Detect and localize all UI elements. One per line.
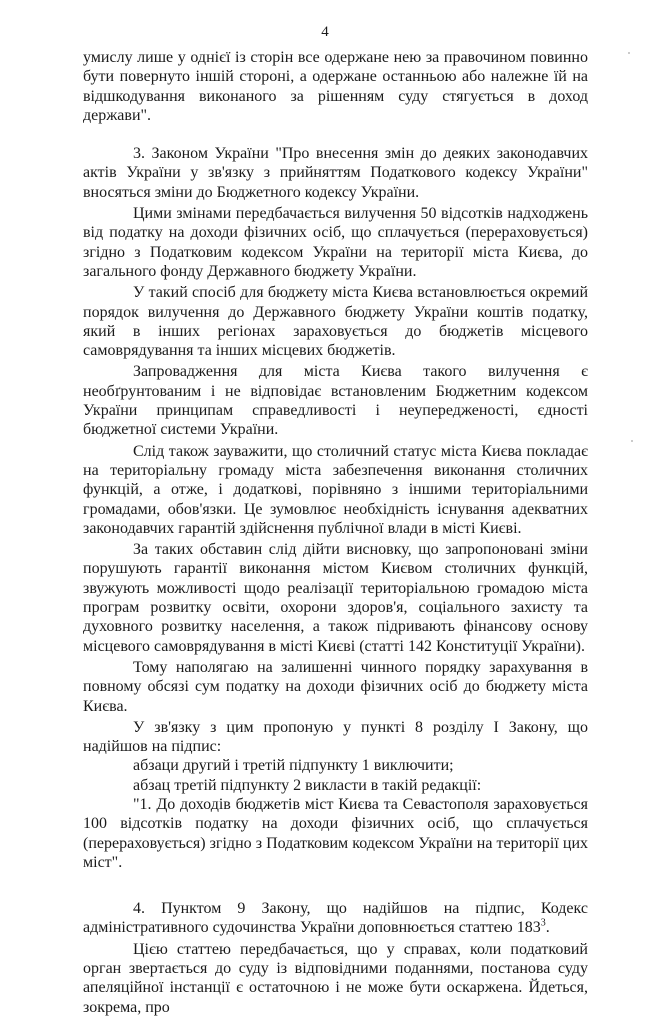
paragraph-section-4 bbox=[83, 899, 588, 938]
paragraph-text: 4. Пунктом 9 Закону, що надійшов на підпис, Кодекс адміністративного судочинства України доповнюється статтею 183 bbox=[83, 900, 588, 937]
paragraph-list-item: абзац третій підпункту 2 викласти в такій редакції: bbox=[133, 776, 482, 794]
paragraph-quote: "1. До доходів бюджетів міст Києва та Севастополя зараховується 100 відсотків податку на доходи фізичних осіб, що сплачується (перераховується) згідно з Податковим кодексом України на території цих міст". bbox=[83, 795, 588, 871]
paragraph: У такий спосіб для бюджету міста Києва встановлюється окремий порядок вилучення до Державного бюджету України коштів податку, який в інших регіонах зараховується до бюджетів місцевого самоврядування та інших місцевих бюджетів. bbox=[83, 284, 588, 360]
page-number: 4 bbox=[321, 24, 329, 40]
paragraph-list-item: абзаци другий і третій підпункту 1 виключити; bbox=[133, 757, 454, 775]
article-superscript: 3 bbox=[540, 918, 546, 930]
paragraph: Тому наполягаю на залишенні чинного порядку зарахування в повному обсязі сум податку на доходи фізичних осіб до бюджету міста Києва. bbox=[83, 658, 588, 715]
paragraph: Запровадження для міста Києва такого вилучення є необґрунтованим і не відповідає встановленим Бюджетним кодексом України принципам справедливості і неупередженості, єдності бюджетної системи України. bbox=[83, 363, 588, 439]
scan-speck bbox=[628, 52, 630, 54]
paragraph: Цими змінами передбачається вилучення 50 відсотків надходжень від податку на доходи фізичних осіб, що сплачується (перераховується) згідно з Податковим кодексом України на території міста Києва, до загального фонду Державного бюджету України. bbox=[83, 205, 588, 280]
paragraph: Цією статтею передбачається, що у справах, коли податковий орган звертається до суду із відповідними поданнями, постанова суду апеляційної інстанції є остаточною і не може бути оскаржена. Йдеться, зокрема, про bbox=[83, 940, 588, 1016]
document-body bbox=[83, 48, 588, 1017]
paragraph: Слід також зауважити, що столичний статус міста Києва покладає на територіальну громаду міста забезпечення виконання столичних функцій, а отже, і додаткові, порівняно з іншими територіальними громадами, обов'язки. Це зумовлює необхідність існування адекватних законодавчих гарантій здійснення публічної влади в місті Києві. bbox=[83, 442, 588, 537]
paragraph-section-3: 3. Законом України "Про внесення змін до деяких законодавчих актів України у зв'язку з прийняттям Податкового кодексу України" вносяться зміни до Бюджетного кодексу України. bbox=[83, 145, 588, 201]
sentence-end: . bbox=[545, 919, 550, 937]
scan-speck bbox=[631, 440, 633, 442]
paragraph: За таких обставин слід дійти висновку, що запропоновані зміни порушують гарантії виконання містом Києвом столичних функцій, звужують можливості щодо реалізації територіальною громадою міста програм розвитку освіти, охорони здоров'я, соціального захисту та духовного розвитку населення, а також підривають фінансову основу місцевого самоврядування в місті Києві (статті 142 Конституції України). bbox=[83, 541, 588, 655]
paragraph: У зв'язку з цим пропоную у пункті 8 розділу І Закону, що надійшов на підпис: bbox=[83, 718, 588, 756]
paragraph-continuation: умислу лише у однієї із сторін все одержане нею за правочином повинно бути повернуто іншій стороні, а одержане останньою або належне їй на відшкодування виконаного за рішенням суду стягується в доход держави". bbox=[83, 49, 588, 124]
